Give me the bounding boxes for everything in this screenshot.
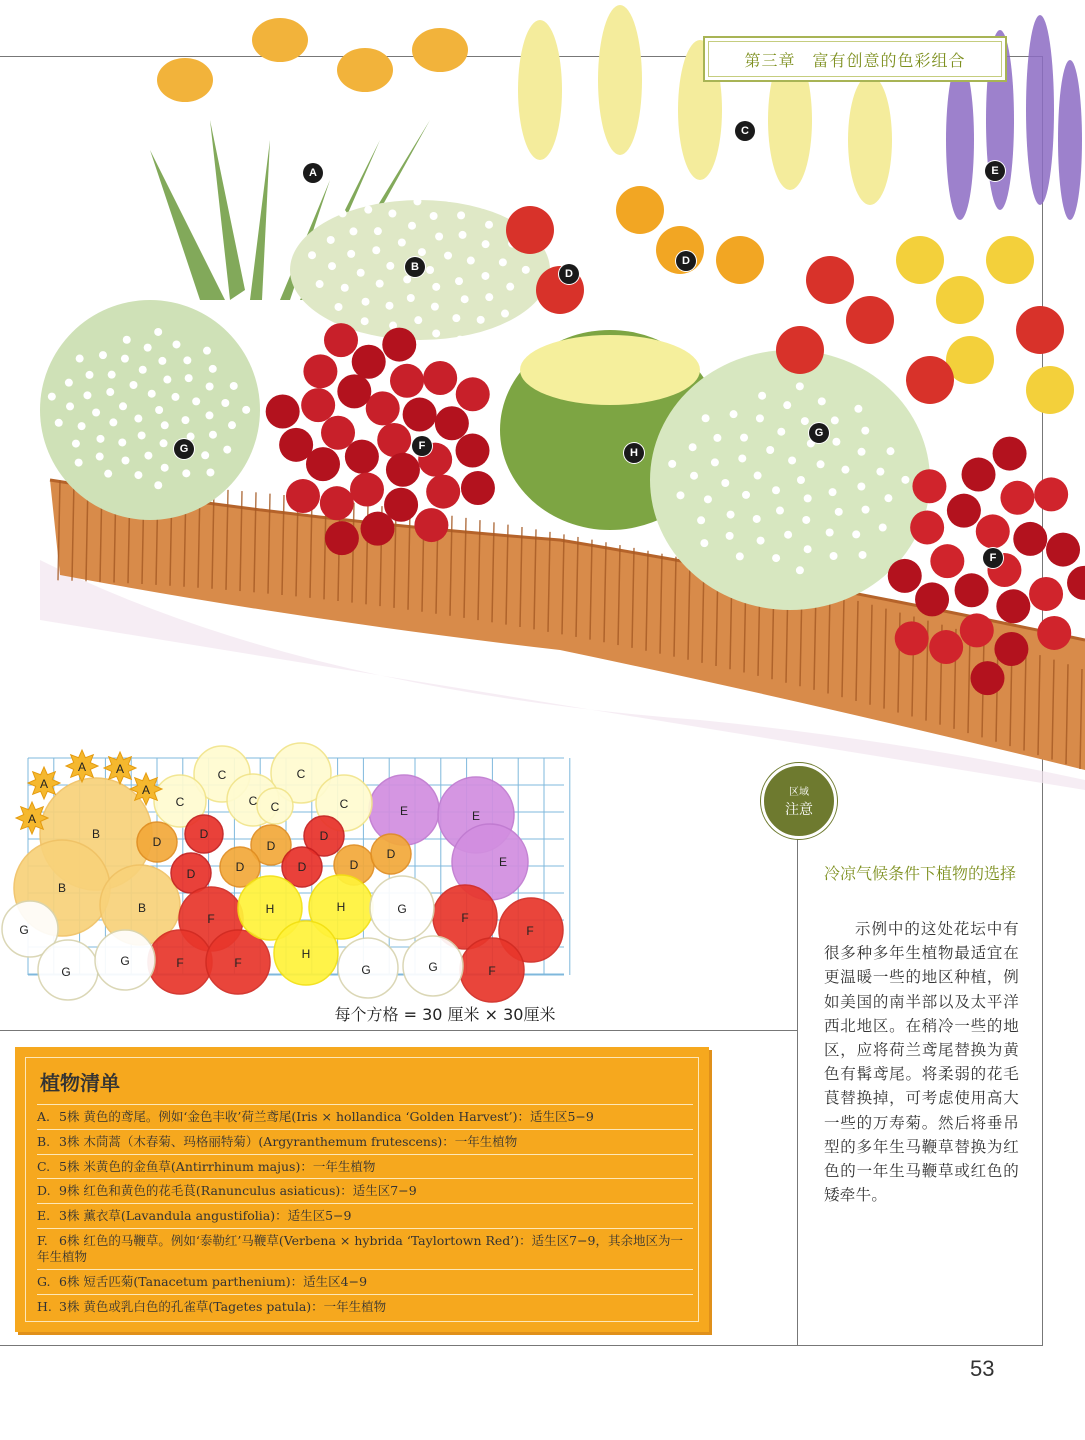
grid-label: E [498, 855, 508, 869]
plant-list-item [37, 1269, 693, 1290]
marker-h: H [624, 443, 644, 463]
marker-f-right: F [983, 548, 1003, 568]
grid-label: A [39, 777, 49, 791]
grid-label: F [461, 911, 469, 925]
grid-caption: 每个方格 = 30 厘米 × 30厘米 [334, 1005, 556, 1024]
grid-label: A [115, 762, 125, 776]
marker-f-left: F [412, 436, 432, 456]
sidebar-divider [797, 780, 798, 1346]
plant-list-key: C. [37, 1159, 51, 1174]
grid-label: G [397, 902, 407, 916]
badge-line1: 区域 [789, 787, 809, 798]
plant-list-key: F. [37, 1233, 48, 1248]
grid-label: H [265, 902, 275, 916]
plant-list-item [37, 1228, 693, 1265]
sidebar-body: 示例中的这处花坛中有很多种多年生植物最适宜在更温暖一些的地区种植，例如美国的南半部以及太平洋西北地区。在稍冷一些的地区，应将荷兰鸢尾替换为黄色有髯鸢尾。将柔弱的花毛茛替换掉，可考虑使用高大一些的万寿菊。然后将垂吊型的多年生马鞭草替换为红色的一年生马鞭草或红色的矮牵牛。 [824, 920, 1019, 1205]
grid-label: C [339, 797, 349, 811]
grid-label: A [77, 760, 87, 774]
grid-label: E [471, 809, 481, 823]
plant-list-key: G. [37, 1274, 51, 1289]
plant-list-item [37, 1178, 693, 1199]
grid-label: C [248, 794, 258, 808]
grid-label: F [176, 956, 184, 970]
grid-label: B [137, 901, 147, 915]
plant-list-text: 3株 黄色或乳白色的孔雀草(Tagetes patula)：一年生植物 [59, 1299, 387, 1314]
zone-note-badge [761, 763, 837, 839]
grid-label: D [152, 835, 162, 849]
grid-label: D [266, 839, 276, 853]
grid-label: F [207, 912, 215, 926]
plant-list-text: 3株 木茼蒿（木春菊、玛格丽特菊）(Argyranthemum frutescens)：一年生植物 [59, 1134, 518, 1149]
grid-label: C [270, 800, 280, 814]
marker-c: C [735, 121, 755, 141]
marker-d-right: D [676, 251, 696, 271]
grid-label: C [175, 795, 185, 809]
grid-label: D [349, 858, 359, 872]
plant-list-text: 5株 黄色的鸢尾。例如‘金色丰收’荷兰鸢尾(Iris × hollandica ‘Golden Harvest’)：适生区5−9 [59, 1109, 594, 1124]
plant-list-item [37, 1294, 693, 1315]
grid-label: B [91, 827, 101, 841]
plant-list-item [37, 1129, 693, 1150]
planting-grid-diagram [0, 740, 600, 1020]
plant-list-key: H. [37, 1299, 52, 1314]
plant-list-title: 植物清单 [40, 1071, 120, 1095]
grid-label: G [19, 923, 29, 937]
marker-b: B [405, 257, 425, 277]
marker-a: A [303, 163, 323, 183]
grid-label: C [217, 768, 227, 782]
plant-list-key: A. [37, 1109, 51, 1124]
grid-label: H [336, 900, 346, 914]
marker-d-left: D [559, 264, 579, 284]
page-number: 53 [970, 1356, 995, 1381]
plant-list-key: D. [37, 1183, 51, 1198]
chapter-title: 第三章 富有创意的色彩组合 [744, 50, 966, 70]
marker-e: E [985, 161, 1005, 181]
plant-list-key: B. [37, 1134, 51, 1149]
grid-label: D [386, 847, 396, 861]
plant-list-item [37, 1104, 693, 1125]
grid-label: G [61, 965, 71, 979]
sidebar-title: 冷凉气候条件下植物的选择 [824, 864, 1017, 883]
plant-list-text: 6株 红色的马鞭草。例如‘泰勒红’马鞭草(Verbena × hybrida ‘Taylortown Red’)：适生区7−9，其余地区为一年生植物 [37, 1233, 684, 1264]
grid-label: G [361, 963, 371, 977]
grid-label: H [301, 947, 311, 961]
grid-label: D [297, 860, 307, 874]
marker-g-left: G [174, 439, 194, 459]
plant-list-text: 3株 薰衣草(Lavandula angustifolia)：适生区5−9 [59, 1208, 352, 1223]
grid-label: A [27, 812, 37, 826]
plant-list-item [37, 1154, 693, 1175]
plant-list-text: 9株 红色和黄色的花毛茛(Ranunculus asiaticus)：适生区7−9 [59, 1183, 417, 1198]
plant-list-item [37, 1203, 693, 1224]
content-divider [0, 1030, 798, 1031]
grid-label: D [199, 827, 209, 841]
chapter-header [703, 36, 1007, 82]
plant-list-text: 6株 短舌匹菊(Tanacetum parthenium)：适生区4−9 [59, 1274, 368, 1289]
plant-list-key: E. [37, 1208, 51, 1223]
grid-label: G [428, 960, 438, 974]
grid-label: G [120, 954, 130, 968]
grid-label: F [526, 924, 534, 938]
marker-g-right: G [809, 423, 829, 443]
grid-label: D [186, 867, 196, 881]
badge-line2: 注意 [785, 802, 813, 818]
bottom-rule [0, 1345, 1043, 1346]
grid-label: D [235, 860, 245, 874]
grid-label: C [296, 767, 306, 781]
grid-label: F [488, 964, 496, 978]
plant-list-text: 5株 米黄色的金鱼草(Antirrhinum majus)：一年生植物 [59, 1159, 376, 1174]
grid-label: A [141, 783, 151, 797]
grid-label: B [57, 881, 67, 895]
grid-label: F [234, 956, 242, 970]
grid-label: E [399, 804, 409, 818]
grid-label: D [319, 829, 329, 843]
